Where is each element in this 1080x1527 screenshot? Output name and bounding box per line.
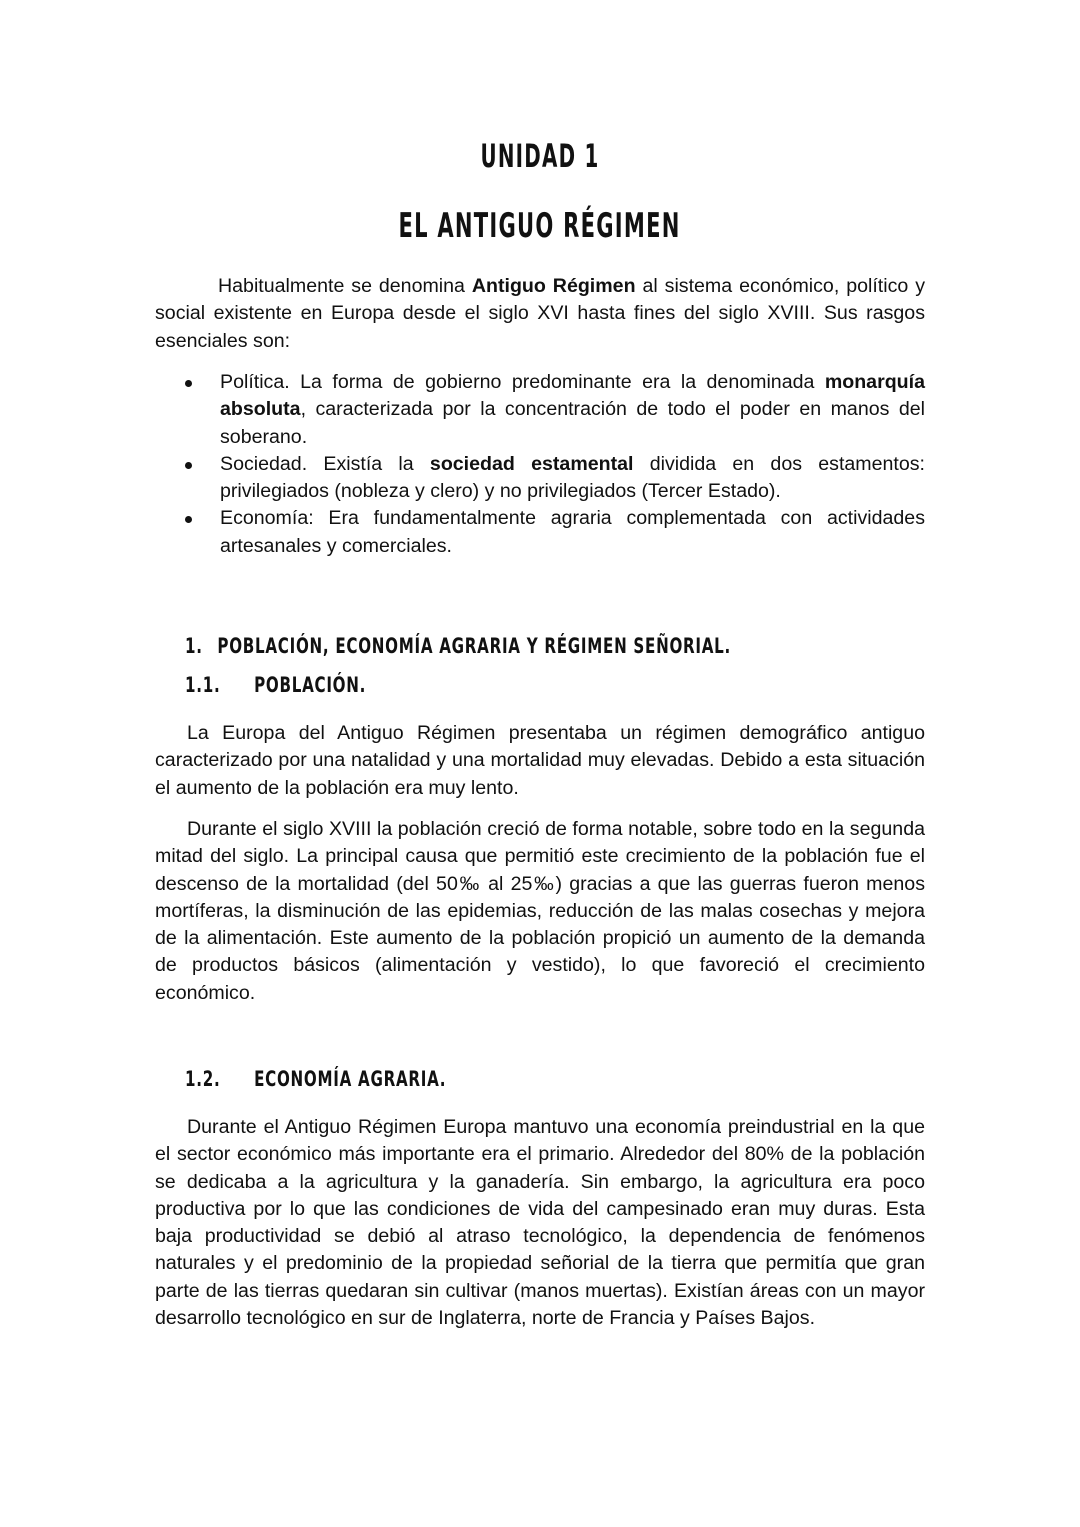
list-item — [155, 451, 925, 506]
section-title: POBLACIÓN, ECONOMÍA AGRARIA Y RÉGIMEN SEÑORIAL. — [217, 634, 731, 658]
list-item — [155, 505, 925, 560]
intro-text-before: Habitualmente se denomina — [218, 275, 472, 297]
paragraph-text: Durante el Antiguo Régimen Europa mantuvo una economía preindustrial en la que el sector económico más importante era el primario. Alrededor del 80% de la población se dedicaba a la agricultura y la ganadería. Sin embargo, la agricultura era poco productiva por lo que las condiciones de vida del campesinado eran muy duras. Esta baja productividad se debió al atraso tecnológico, la dependencia de fenómenos naturales y el predominio de la propiedad señorial de la tierra que permitía que gran parte de las tierras quedaran sin cultivar (manos muertas). Existían áreas con un mayor desarrollo tecnológico en sur de Inglaterra, norte de Francia y Países Bajos. — [155, 1116, 925, 1330]
unit-title — [0, 137, 1080, 175]
bullet-icon — [185, 380, 192, 387]
intro-bold-term: Antiguo Régimen — [471, 275, 636, 297]
intro-paragraph — [155, 273, 925, 355]
paragraph — [155, 816, 925, 1007]
list-item-text: Economía: Era fundamentalmente agraria complementada con actividades artesanales y comerciales. — [220, 507, 925, 557]
section-number: 1.2. — [185, 1067, 221, 1091]
list-item — [155, 369, 925, 451]
section-title: ECONOMÍA AGRARIA. — [254, 1067, 447, 1091]
intro-text-after: al sistema económico, político y social existente en Europa desde el siglo XVI hasta fines del siglo XVIII. Sus rasgos esenciales son: — [155, 275, 925, 352]
section-heading-1 — [185, 634, 731, 658]
main-title — [0, 206, 1080, 246]
main-title-text: EL ANTIGUO RÉGIMEN — [398, 206, 682, 246]
list-item-bold: sociedad estamental — [429, 452, 634, 475]
paragraph-text: Durante el siglo XVIII la población creció de forma notable, sobre todo en la segunda mitad del siglo. La principal causa que permitió este crecimiento de la población fue el descenso de la mortalidad (del 50‰ al 25‰) gracias a que las guerras fueron menos mortíferas, la disminución de las epidemias, reducción de las malas cosechas y mejora de la alimentación. Este aumento de la población propició un aumento de la demanda de productos básicos (alimentación y vestido), lo que favoreció el crecimiento económico. — [155, 818, 925, 1004]
list-item-text: Política. La forma de gobierno predominante era la denominada — [220, 371, 825, 393]
section-heading-1-1 — [185, 673, 366, 697]
paragraph-text: La Europa del Antiguo Régimen presentaba un régimen demográfico antiguo caracterizado por una natalidad y una mortalidad muy elevadas. Debido a esta situación el aumento de la población era muy lento. — [155, 722, 925, 799]
paragraph — [155, 720, 925, 802]
bullet-icon — [185, 462, 192, 469]
list-item-text: Sociedad. Existía la — [220, 452, 430, 475]
section-number: 1.1. — [185, 673, 221, 697]
bullet-icon — [185, 516, 192, 523]
features-list — [155, 369, 925, 560]
paragraph — [155, 1114, 925, 1332]
section-number: 1. — [185, 634, 203, 658]
list-item-text-after: , caracterizada por la concentración de todo el poder en manos del soberano. — [220, 398, 925, 448]
list-item-bold: monarquía absoluta — [220, 371, 925, 421]
unit-title-text: UNIDAD 1 — [480, 137, 600, 175]
list-item-text-after: dividida en dos estamentos: privilegiados (nobleza y clero) y no privilegiados (Tercer Estado). — [220, 452, 925, 503]
section-title: POBLACIÓN. — [254, 673, 367, 697]
section-heading-1-2 — [185, 1067, 446, 1091]
